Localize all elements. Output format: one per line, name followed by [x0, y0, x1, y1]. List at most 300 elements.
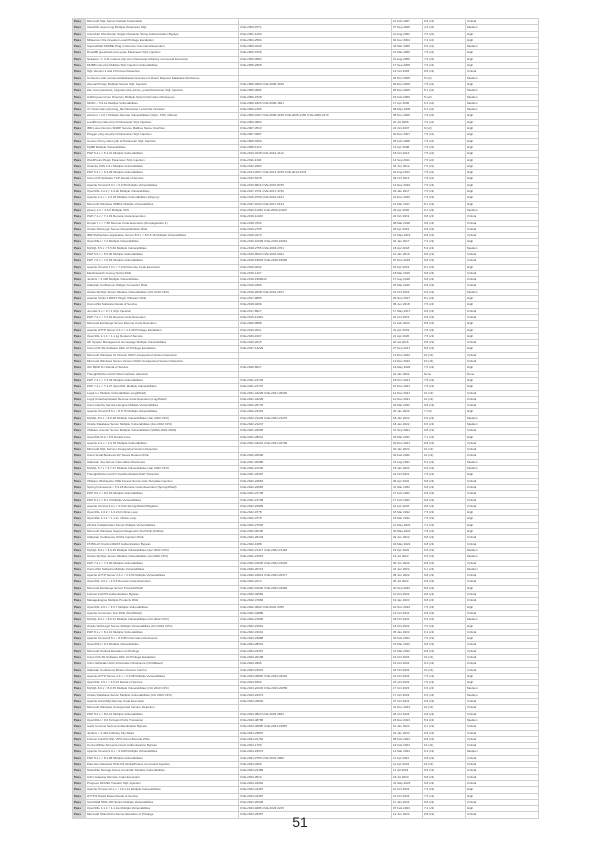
cve-ids: CVE-2017-0143 CVE-2017-0144	[239, 201, 392, 207]
status-cell: Pass	[73, 239, 86, 245]
cve-ids: CVE-2021-21703	[239, 377, 392, 383]
severity: Critical	[466, 308, 539, 314]
finding-name: MySQL 5.7.x < 5.7.37 Multiple Vulnerabilities (Jan 2022 CPU)	[86, 466, 239, 472]
finding-name: Elasticsearch Groovy Script RCE	[86, 270, 239, 276]
published-date: 18 Oct 2022	[392, 623, 423, 629]
severity: Medium	[466, 44, 539, 50]
finding-name: Apache 2.4.x < 2.4.52 Multiple Vulnerabilities	[86, 440, 239, 446]
status-cell: Pass	[73, 226, 86, 232]
published-date: 19 Oct 2023	[392, 673, 423, 679]
cve-ids: CVE-2001-1430	[239, 31, 392, 37]
status-cell: Pass	[73, 806, 86, 812]
status-cell: Pass	[73, 434, 86, 440]
cve-ids: CVE-2023-45802 CVE-2023-43622	[239, 673, 392, 679]
cvss-score: 9.8 (v3)	[423, 592, 466, 598]
published-date: 08 Jun 2022	[392, 573, 423, 579]
severity: Critical	[466, 799, 539, 805]
cve-ids: CVE-2022-22954	[239, 478, 392, 484]
status-cell: Pass	[73, 264, 86, 270]
cvss-score: 7.5 (v3)	[423, 516, 466, 522]
status-cell: Pass	[73, 623, 86, 629]
finding-name: Oracle MySQL Server Multiple Vulnerabilities (Oct 2019 CPU)	[86, 289, 239, 295]
finding-name: Microsoft SQL Server Default Credentials	[86, 19, 239, 25]
cve-ids: CVE-2022-21616	[239, 623, 392, 629]
published-date: 12 Dec 2016	[392, 182, 423, 188]
finding-name: MODx < 0.9.1a Multiple Vulnerabilities	[86, 100, 239, 106]
published-date: 17 Feb 2022	[392, 497, 423, 503]
published-date: 01 Apr 2022	[392, 503, 423, 509]
cvss-score: 6.3 (v3)	[423, 749, 466, 755]
severity: High	[466, 113, 539, 119]
finding-name: Apache ActiveMQ Remote Code Execution	[86, 699, 239, 705]
finding-name: Apache Tomcat 7.0.x < 7.0.94 Remote Code Execution	[86, 264, 239, 270]
status-cell: Pass	[73, 648, 86, 654]
cvss-score: 9.8 (v3)	[423, 440, 466, 446]
severity: High	[466, 264, 539, 270]
status-cell: Pass	[73, 692, 86, 698]
finding-name: Log4j Unauthenticated Remote Code Execution (Log4Shell)	[86, 396, 239, 402]
status-cell: Pass	[73, 170, 86, 176]
severity: High	[466, 239, 539, 245]
published-date: 24 Oct 2019	[392, 214, 423, 220]
severity: Medium	[466, 692, 539, 698]
cve-ids: CVE-2021-44228 CVE-2021-45046	[239, 390, 392, 396]
severity: Critical	[466, 497, 539, 503]
published-date: 15 Mar 2022	[392, 510, 423, 516]
cvss-score: 7.5 (v3)	[423, 189, 466, 195]
finding-name: OpenSSL 3.0.x < 3.0.12 Denial of Service	[86, 680, 239, 686]
cvss-score: 7.5 (v3)	[423, 302, 466, 308]
severity: High	[466, 636, 539, 642]
cvss-score: 9.8 (v3)	[423, 428, 466, 434]
published-date: 02 Feb 2022	[392, 453, 423, 459]
cve-ids: CVE-2023-20198	[239, 654, 392, 660]
published-date: 22 Jun 2022	[392, 566, 423, 572]
severity: High	[466, 522, 539, 528]
published-date: 29 Apr 2020	[392, 207, 423, 213]
severity: Medium	[466, 245, 539, 251]
finding-name: Cisco ASA Software Denial of Service	[86, 302, 239, 308]
finding-name: Apache 2.4.x < 2.4.25 Multiple Vulnerabilities (httpoxy)	[86, 195, 239, 201]
finding-name: OpenSSH 8.2 < 8.5 Double Free	[86, 434, 239, 440]
published-date: 24 Jan 2024	[392, 730, 423, 736]
cvss-score: 7.8 (v3)	[423, 529, 466, 535]
status-cell: Pass	[73, 636, 86, 642]
finding-name: PHP 7.4.x < 7.4.30 Multiple Vulnerabilities	[86, 560, 239, 566]
severity: High	[466, 176, 539, 182]
cve-ids: CVE-2005-3996	[239, 88, 392, 94]
finding-name: Citrix NetScaler ADC Information Disclosure (CitrixBleed)	[86, 661, 239, 667]
status-cell: Pass	[73, 642, 86, 648]
finding-name: Progress MOVEit Transfer SQL Injection	[86, 780, 239, 786]
cve-ids: CVE-2021-43287	[239, 472, 392, 478]
severity: Critical	[466, 453, 539, 459]
severity: None	[466, 371, 539, 377]
published-date: 10 May 2022	[392, 522, 423, 528]
status-cell: Pass	[73, 409, 86, 415]
finding-name: ThoughtWorks GoCD Unauthenticated Path Traversal	[86, 472, 239, 478]
severity: High	[466, 189, 539, 195]
published-date: 31 May 2023	[392, 780, 423, 786]
status-cell: Pass	[73, 403, 86, 409]
cve-ids: CVE-2023-34362	[239, 780, 392, 786]
status-cell: Pass	[73, 560, 86, 566]
cvss-score: 9.8 (v3)	[423, 491, 466, 497]
severity: Medium	[466, 554, 539, 560]
finding-name: AntPropose forum Directory Multiple Script Information Disclosure	[86, 94, 239, 100]
published-date: 10 Oct 2023	[392, 787, 423, 793]
cve-ids: CVE-2023-24489	[239, 768, 392, 774]
published-date: 18 Dec 2023	[392, 717, 423, 723]
cve-ids: CVE-2021-22005	[239, 428, 392, 434]
cvss-score: 9.8 (v3)	[423, 774, 466, 780]
published-date: 20 Jul 2006	[392, 119, 423, 125]
cve-ids: CVE-2021-20038	[239, 799, 392, 805]
severity: Critical	[466, 724, 539, 730]
finding-name: OpenSSL 1.1.1 < 1.1.1n Infinite Loop	[86, 516, 239, 522]
cvss-score: 9.8 (v3)	[423, 251, 466, 257]
cvss-score: 7.5 (v2)	[423, 81, 466, 87]
severity: Critical	[466, 340, 539, 346]
cvss-score: 7.5 (v3)	[423, 384, 466, 390]
status-cell: Pass	[73, 730, 86, 736]
severity: Critical	[466, 314, 539, 320]
finding-name: Oracle WebLogic Server Deserialization RCE	[86, 226, 239, 232]
finding-name: Nekapoc <= 3.11 nuance.php Icon Parameter Arbitrary Command Execution	[86, 56, 239, 62]
cve-ids: CVE-2023-3519	[239, 774, 392, 780]
cvss-score: 7.5 (v2)	[423, 144, 466, 150]
finding-name: Microsoft Windows Unsupported Version Detection	[86, 705, 239, 711]
severity: Critical	[466, 699, 539, 705]
cvss-score: 9.8 (v3)	[423, 283, 466, 289]
cve-ids: CVE-2022-41040 CVE-2022-41082	[239, 585, 392, 591]
finding-name: Microsoft Windows Server Version 20H2 Unsupported Version Detection	[86, 359, 239, 365]
published-date: 18 Jan 2022	[392, 422, 423, 428]
cve-ids: CVE-2022-22965	[239, 484, 392, 490]
published-date: 19 Jan 2023	[392, 598, 423, 604]
published-date: 09 Jun 2022	[392, 560, 423, 566]
cve-ids: CVE-2024-23672	[239, 749, 392, 755]
cvss-score: 5.1 (v2)	[423, 88, 466, 94]
severity: Critical	[466, 251, 539, 257]
finding-name: ConnectWise ScreenConnect Authentication Bypass	[86, 743, 239, 749]
finding-name: ShareFile Storage Zones Controller Multiple Vulnerabilities	[86, 768, 239, 774]
finding-name: MySQL 8.0.x < 8.0.28 Multiple Vulnerabilities (Jan 2022 CPU)	[86, 415, 239, 421]
cve-ids: CVE-2023-44487	[239, 787, 392, 793]
cvss-score: None	[423, 371, 466, 377]
cvss-score: 6.1 (v3)	[423, 566, 466, 572]
published-date: 23 Dec 2016	[392, 195, 423, 201]
cve-ids: CVE-2021-21708	[239, 491, 392, 497]
finding-name: Microsoft Exchange Server Remote Code Execution	[86, 321, 239, 327]
severity: Medium	[466, 107, 539, 113]
cve-ids: CVE-2019-0211	[239, 327, 392, 333]
cve-ids: CVE-2023-28531	[239, 642, 392, 648]
cvss-score: 7.5 (v3)	[423, 680, 466, 686]
status-cell: Pass	[73, 793, 86, 799]
cve-ids: CVE-2019-2938 CVE-2019-2974	[239, 289, 392, 295]
published-date: 25 Feb 2008	[392, 138, 423, 144]
severity: Critical	[466, 774, 539, 780]
finding-name: Apache HTTP Server 2.4.x < 2.4.39 Privilege Escalation	[86, 327, 239, 333]
severity: Medium	[466, 717, 539, 723]
finding-name: MySQL 5.5.x < 5.5.60 Multiple Vulnerabilities	[86, 245, 239, 251]
finding-name: Microsoft Exchange Server ProxyNotShell	[86, 585, 239, 591]
finding-name: Apache Tomcat 8.5.x < 8.5.85 Information Disclosure	[86, 636, 239, 642]
finding-name: MyBB Multiple Vulnerabilities	[86, 144, 239, 150]
cvss-score: 7.5 (v2)	[423, 170, 466, 176]
severity: Critical	[466, 705, 539, 711]
status-cell: Pass	[73, 107, 86, 113]
cvss-score: 10 (v3)	[423, 359, 466, 365]
published-date: 26 Apr 2019	[392, 226, 423, 232]
severity: High	[466, 31, 539, 37]
published-date: 05 Sep 2017	[392, 296, 423, 302]
status-cell: Pass	[73, 522, 86, 528]
cvss-score: 7.8 (v3)	[423, 377, 466, 383]
status-cell: Pass	[73, 126, 86, 132]
cve-ids: CVE-2022-30190	[239, 529, 392, 535]
status-cell: Pass	[73, 390, 86, 396]
published-date: 18 Oct 2022	[392, 617, 423, 623]
status-cell: Pass	[73, 478, 86, 484]
severity: Critical	[466, 270, 539, 276]
severity: Critical	[466, 780, 539, 786]
status-cell: Pass	[73, 604, 86, 610]
published-date: 22 Oct 2021	[392, 472, 423, 478]
cvss-score: 6.5 (v3)	[423, 422, 466, 428]
vulnerability-table	[72, 18, 539, 819]
published-date: 27 Oct 2023	[392, 699, 423, 705]
cve-ids: CVE-2019-2725	[239, 226, 392, 232]
severity: Critical	[466, 642, 539, 648]
published-date: 03 Jan 2022	[392, 447, 423, 453]
published-date: 26 Oct 2023	[392, 711, 423, 717]
status-cell: Pass	[73, 132, 86, 138]
cve-ids: CVE-2024-23897	[239, 730, 392, 736]
cve-ids: CVE-2022-0778	[239, 510, 392, 516]
severity: Critical	[466, 629, 539, 635]
status-cell: Pass	[73, 321, 86, 327]
published-date: 27 Sep 2017	[392, 346, 423, 352]
severity: High	[466, 680, 539, 686]
severity: Critical	[466, 226, 539, 232]
cvss-score: 5 (v2)	[423, 75, 466, 81]
published-date: 24 Oct 2007	[392, 126, 423, 132]
severity: High	[466, 516, 539, 522]
status-cell: Pass	[73, 768, 86, 774]
cvss-score: 7.5 (v3)	[423, 472, 466, 478]
severity: Medium	[466, 88, 539, 94]
cve-ids: CVE-2007-4087	[239, 132, 392, 138]
published-date: 26 Jan 2017	[392, 189, 423, 195]
severity: High	[466, 144, 539, 150]
cvss-score: 6.1 (v3)	[423, 207, 466, 213]
finding-name: SonicWall SMA 100 Series Multiple Vulnerabilities	[86, 799, 239, 805]
status-cell: Pass	[73, 245, 86, 251]
status-cell: Pass	[73, 81, 86, 87]
severity: High	[466, 623, 539, 629]
cvss-score: 10 (v3)	[423, 667, 466, 673]
status-cell: Pass	[73, 314, 86, 320]
status-cell: Pass	[73, 422, 86, 428]
cvss-score: 9.8 (v3)	[423, 314, 466, 320]
published-date: 04 Jun 2012	[392, 163, 423, 169]
finding-name: Microsoft Outlook Elevation of Privilege	[86, 648, 239, 654]
finding-name: Microsoft SQL Server Unsupported Version Detection	[86, 447, 239, 453]
published-date: 19 Feb 2024	[392, 743, 423, 749]
status-cell: Pass	[73, 617, 86, 623]
finding-name: Chamilo LMS 1.8.x Multiple Vulnerabilities	[86, 163, 239, 169]
finding-name: LocalNorg index.php id Parameter SQL Injection	[86, 119, 239, 125]
cvss-score: 9.8 (v3)	[423, 19, 466, 25]
cve-ids: CVE-2023-46604	[239, 699, 392, 705]
status-cell: Pass	[73, 94, 86, 100]
published-date: 16 Aug 2021	[392, 459, 423, 465]
published-date: 05 Jul 2022	[392, 579, 423, 585]
cve-ids: CVE-2005-2968	[239, 63, 392, 69]
published-date: 13 Dec 2022	[392, 359, 423, 365]
finding-name: ManageEngine Multiple Products RCE	[86, 598, 239, 604]
published-date: 04 Jan 2017	[392, 239, 423, 245]
published-date: 04 Oct 2023	[392, 667, 423, 673]
status-cell: Pass	[73, 270, 86, 276]
cvss-score: 5.3 (v3)	[423, 245, 466, 251]
cve-ids: CVE-2006-2106	[239, 107, 392, 113]
status-cell: Pass	[73, 428, 86, 434]
published-date: 18 Jan 2022	[392, 415, 423, 421]
status-cell: Pass	[73, 31, 86, 37]
finding-name: MDaemon File Creation Local Privilege Escalation	[86, 37, 239, 43]
finding-name: OpenSSL 1.1.1 < 1.1.1w Multiple Vulnerabilities	[86, 806, 239, 812]
cvss-score: 7.5 (v3)	[423, 787, 466, 793]
published-date: 17 Aug 2018	[392, 277, 423, 283]
cve-ids: CVE-2023-23397	[239, 648, 392, 654]
finding-name: Ivanti Connect Secure Authentication Bypass	[86, 724, 239, 730]
published-date: 14 Mar 2023	[392, 648, 423, 654]
published-date: 12 Oct 2005	[392, 69, 423, 75]
finding-name: SquirrelMail S/MIME Plug-in Remote Command Execution	[86, 44, 239, 50]
status-cell: Pass	[73, 113, 86, 119]
status-cell: Pass	[73, 302, 86, 308]
finding-name: Oracle WebLogic Server Multiple Vulnerabilities (Oct 2022 CPU)	[86, 623, 239, 629]
finding-name: IBM WebSphere Application Server 8.5.x < 8.5.5.16 Multiple Vulnerabilities	[86, 233, 239, 239]
finding-name: OpenSSL 3.0.x < 3.0.5 Remote Code Execution	[86, 579, 239, 585]
published-date: 13 Apr 2008	[392, 144, 423, 150]
published-date: 18 Nov 2021	[392, 377, 423, 383]
cvss-score: 6.5 (v3)	[423, 415, 466, 421]
finding-name: Cisco Identity Services Engine Multiple Vulnerabilities	[86, 403, 239, 409]
status-cell: Pass	[73, 673, 86, 679]
finding-name: Contenus Cart contenus/database/contenus.inc Direct Request Database Disclosure	[86, 75, 239, 81]
cve-ids: CVE-2022-21247	[239, 422, 392, 428]
cvss-score: 7.5 (v2)	[423, 132, 466, 138]
severity: Critical	[466, 352, 539, 358]
cvss-score: 7.5 (v2)	[423, 119, 466, 125]
status-cell: Pass	[73, 453, 86, 459]
cvss-score: 9.8 (v3)	[423, 711, 466, 717]
status-cell: Pass	[73, 283, 86, 289]
cvss-score: 9.8 (v3)	[423, 220, 466, 226]
status-cell: Pass	[73, 516, 86, 522]
severity: High	[466, 50, 539, 56]
status-cell: Pass	[73, 717, 86, 723]
cve-ids: CVE-2015-1427	[239, 270, 392, 276]
cvss-score: 9.8 (v3)	[423, 403, 466, 409]
severity: Medium	[466, 422, 539, 428]
cve-ids: CVE-2005-0796	[239, 50, 392, 56]
status-cell: Pass	[73, 762, 86, 768]
published-date: 11 Jan 2022	[392, 799, 423, 805]
cve-ids: CVE-2018-19518 CVE-2018-19935	[239, 258, 392, 264]
published-date: 10 Oct 2023	[392, 661, 423, 667]
finding-name: eFiction < 2.0.7 Multiple Remote Vulnerabilities (SQLi, XSS, Others)	[86, 113, 239, 119]
finding-name: MUBB misc.php Multiple SQL Injection Vulnerabilities	[86, 63, 239, 69]
status-cell: Pass	[73, 157, 86, 163]
published-date: 20 Feb 2023	[392, 636, 423, 642]
cve-ids: CVE-2007-3510	[239, 126, 392, 132]
status-cell: Pass	[73, 774, 86, 780]
published-date: 13 Dec 2022	[392, 352, 423, 358]
status-cell: Pass	[73, 176, 86, 182]
status-cell: Pass	[73, 812, 86, 818]
status-cell: Pass	[73, 547, 86, 553]
finding-name: Microsoft SharePoint Server Elevation of Privilege	[86, 812, 239, 818]
finding-name: Jenkins < 2.138 Multiple Vulnerabilities	[86, 277, 239, 283]
finding-name: Palo Alto Networks PAN-OS GlobalProtect Command Injection	[86, 762, 239, 768]
cve-ids: CVE-2013-4248 CVE-2013-4113	[239, 151, 392, 157]
finding-name: OpenSSL 3.0.x < 3.0.7 Multiple Vulnerabilities	[86, 604, 239, 610]
table-row	[73, 170, 539, 176]
status-cell: Pass	[73, 163, 86, 169]
published-date: 06 Dec 2005	[392, 81, 423, 87]
cvss-score: 9.8 (v3)	[423, 497, 466, 503]
cvss-score: 9.8 (v3)	[423, 780, 466, 786]
status-cell: Pass	[73, 686, 86, 692]
cvss-score: 9.8 (v3)	[423, 755, 466, 761]
severity: Critical	[466, 579, 539, 585]
status-cell: Pass	[73, 780, 86, 786]
status-cell: Pass	[73, 289, 86, 295]
published-date: 01 Nov 2022	[392, 604, 423, 610]
status-cell: Pass	[73, 100, 86, 106]
status-cell: Pass	[73, 151, 86, 157]
finding-name: Gnome Proxy index.php id Parameter SQL Injection	[86, 138, 239, 144]
cvss-score: 8.1 (v3)	[423, 201, 466, 207]
published-date: 31 Mar 2022	[392, 484, 423, 490]
published-date: 10 Aug 2005	[392, 56, 423, 62]
severity: Critical	[466, 19, 539, 25]
status-cell: Pass	[73, 182, 86, 188]
severity: Medium	[466, 459, 539, 465]
finding-name: Oracle MySQL Server Multiple Vulnerabilities (Jul 2022 CPU)	[86, 554, 239, 560]
status-cell: Pass	[73, 466, 86, 472]
cve-ids: CVE-2014-0207 CVE-2014-3478 CVE-2014-3479	[239, 170, 392, 176]
published-date: 13 Jun 2023	[392, 812, 423, 818]
published-date: 10 Aug 2001	[392, 31, 423, 37]
cve-ids: CVE-2018-0296	[239, 302, 392, 308]
cve-ids: CVE-2022-21245 CVE-2022-21270	[239, 415, 392, 421]
finding-name: Cisco IOS XE Software Web UI Privilege Escalation	[86, 346, 239, 352]
published-date: 06 Jun 2018	[392, 302, 423, 308]
finding-name: PHP 7.4.x < 7.4.27 OpenSSL Multiple Vulnerabilities	[86, 384, 239, 390]
cve-ids: CVE-2022-3602 CVE-2022-3786	[239, 604, 392, 610]
cve-ids: CVE-2022-47966	[239, 598, 392, 604]
cve-ids: CVE-2022-21515	[239, 554, 392, 560]
cve-ids: CVE-2021-26086	[239, 459, 392, 465]
published-date: 17 Sep 2005	[392, 63, 423, 69]
cvss-score: 7.5 (v3)	[423, 623, 466, 629]
